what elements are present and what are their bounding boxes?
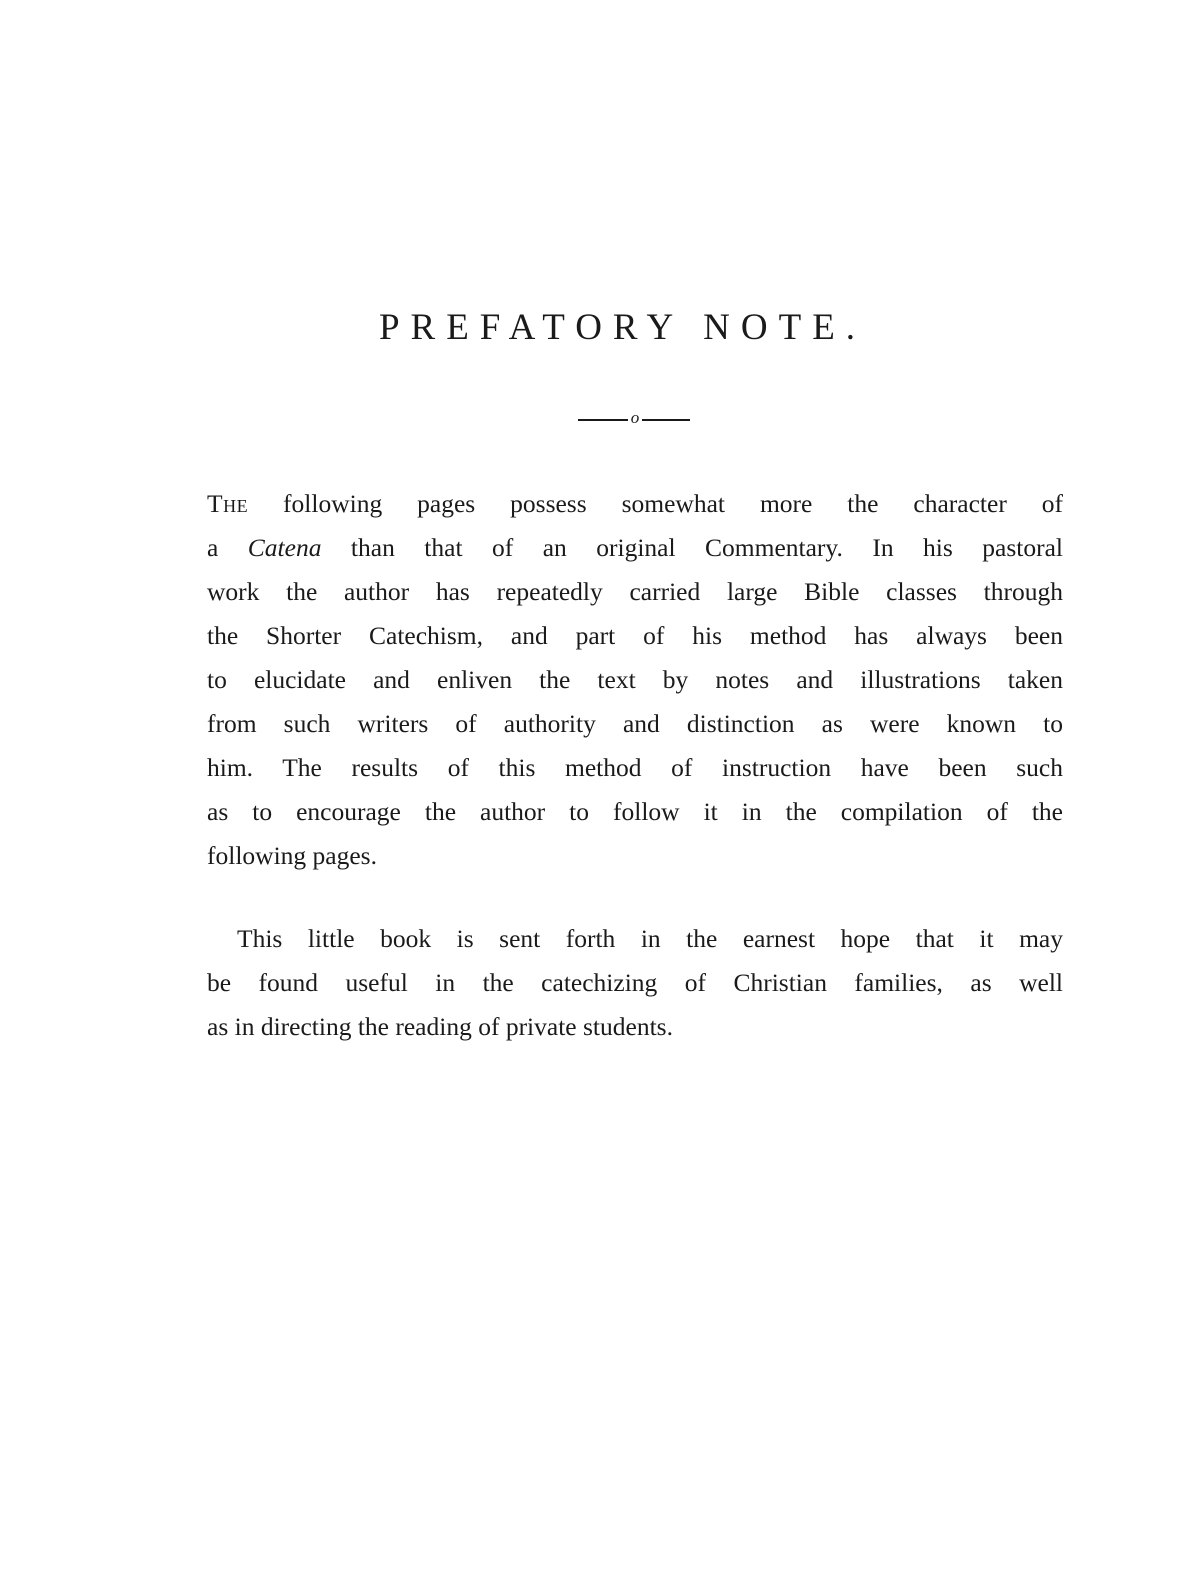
- text-line: [207, 526, 1063, 570]
- divider-mark: o: [630, 408, 640, 427]
- text-fragment: a: [207, 533, 248, 562]
- divider-rule-left: [578, 419, 628, 421]
- text-line: This little book is sent forth in the earnest hope that it may: [237, 924, 1063, 953]
- text-line: him. The results of this method of instruction have been such: [207, 753, 1063, 782]
- text-line: the Shorter Catechism, and part of his method has always been: [207, 621, 1063, 650]
- text-fragment: than that of an original Commentary. In his pastoral: [321, 533, 1063, 562]
- text-line: as in directing the reading of private students.: [207, 1012, 673, 1041]
- text-line: from such writers of authority and distinction as were known to: [207, 709, 1063, 738]
- opening-word: The: [207, 489, 249, 518]
- text-line-rest: following pages possess somewhat more the character of: [248, 489, 1063, 518]
- page-title: PREFATORY NOTE.: [378, 307, 867, 348]
- text-line: as to encourage the author to follow it in the compilation of the: [207, 797, 1063, 826]
- ornamental-divider: [578, 410, 690, 430]
- text-line: following pages.: [207, 841, 377, 870]
- text-line: be found useful in the catechizing of Christian families, as well: [207, 968, 1063, 997]
- text-line: work the author has repeatedly carried large Bible classes through: [207, 577, 1063, 606]
- text-line: to elucidate and enliven the text by notes and illustrations taken: [207, 665, 1063, 694]
- italic-term: Catena: [247, 533, 322, 562]
- paragraph-second: [207, 917, 1063, 1049]
- divider-rule-right: [642, 419, 690, 421]
- paragraph-first: [207, 482, 1063, 878]
- text-line: [207, 482, 1063, 526]
